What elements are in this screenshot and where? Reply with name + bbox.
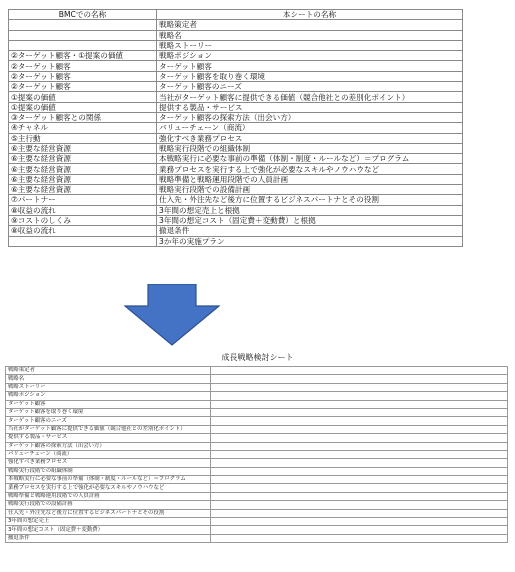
sheet-name-cell: 戦略実行段階での設備計画 [157, 185, 463, 195]
sheet-name-cell: 戦略名 [157, 30, 463, 40]
sheet-name-cell: 3年間の想定コスト（固定費＋変動費）と根拠 [157, 215, 463, 225]
sheet-table-row [6, 434, 508, 442]
sheet-item-value [211, 459, 508, 467]
sheet-table-row [6, 400, 508, 408]
bmc-name-cell [9, 30, 157, 40]
bmc-name-cell: ③ターゲット顧客との関係 [9, 112, 157, 122]
bmc-table-row [9, 205, 463, 215]
sheet-item-label: 業務プロセスを実行する上で強化が必要なスキルやノウハウなど [6, 484, 211, 492]
sheet-item-label: 仕入先・外注先など後方に位置するビジネスパートナとその役割 [6, 509, 211, 517]
bmc-name-cell [9, 40, 157, 50]
sheet-item-label: バリューチェーン（商流） [6, 450, 211, 458]
bmc-name-cell: ②ターゲット顧客 [9, 82, 157, 92]
bmc-table-row [9, 51, 463, 61]
bmc-table-row [9, 154, 463, 164]
bmc-table-row [9, 236, 463, 246]
sheet-name-cell: ターゲット顧客の探索方法（出会い方） [157, 112, 463, 122]
sheet-name-cell: 戦略実行段階での組織体制 [157, 143, 463, 153]
bmc-table-row [9, 174, 463, 184]
sheet-name-cell: 戦略準備と戦略運用段階での人員計画 [157, 174, 463, 184]
sheet-name-cell: 仕入先・外注先など後方に位置するビジネスパートナとその役割 [157, 195, 463, 205]
bmc-name-cell: ⑥主要な経営資源 [9, 174, 157, 184]
bmc-name-cell: ⑥主要な経営資源 [9, 143, 157, 153]
sheet-item-value [211, 484, 508, 492]
bmc-name-cell: ②ターゲット顧客 [9, 61, 157, 71]
sheet-item-value [211, 450, 508, 458]
sheet-name-cell: 3年間の想定売上と根拠 [157, 205, 463, 215]
sheet-item-label: 戦略ポジション [6, 392, 211, 400]
header-sheet-name: 本シートの名称 [157, 10, 463, 20]
bmc-name-cell: ⑧収益の流れ [9, 205, 157, 215]
sheet-item-label: ターゲット顧客のニーズ [6, 417, 211, 425]
bmc-name-cell: ①提案の価値 [9, 92, 157, 102]
down-arrow-icon [124, 284, 220, 346]
growth-strategy-sheet-table [5, 366, 508, 543]
sheet-item-value [211, 400, 508, 408]
sheet-item-label: ターゲット顧客 [6, 400, 211, 408]
bmc-name-cell [9, 236, 157, 246]
sheet-item-value [211, 526, 508, 534]
sheet-name-cell: 業務プロセスを実行する上で強化が必要なスキルやノウハウなど [157, 164, 463, 174]
bmc-table-row [9, 195, 463, 205]
bmc-table-row [9, 185, 463, 195]
sheet-table-row [6, 467, 508, 475]
bmc-table-row [9, 82, 463, 92]
sheet-item-label: 3年間の想定コスト（固定費＋変動費） [6, 526, 211, 534]
bmc-name-cell: ⑨コストのしくみ [9, 215, 157, 225]
sheet-item-value [211, 425, 508, 433]
sheet-table-row [6, 375, 508, 383]
sheet-name-cell: 戦略ストーリー [157, 40, 463, 50]
sheet-table-row [6, 417, 508, 425]
bmc-name-cell: ④チャネル [9, 123, 157, 133]
bmc-name-cell: ⑦パートナー [9, 195, 157, 205]
bmc-table-row [9, 30, 463, 40]
bmc-table-row [9, 123, 463, 133]
sheet-item-label: 撤退条件 [6, 534, 211, 542]
bmc-table-row [9, 133, 463, 143]
sheet-item-label: 戦略ストーリー [6, 383, 211, 391]
bmc-name-cell: ⑥主要な経営資源 [9, 154, 157, 164]
sheet-item-value [211, 392, 508, 400]
bmc-table-row [9, 226, 463, 236]
sheet-name-cell: 本戦略実行に必要な事前の準備（体制・制度・ルールなど）＝プログラム [157, 154, 463, 164]
bmc-table-row [9, 20, 463, 30]
sheet-table-row [6, 442, 508, 450]
bmc-name-cell: ⑥主要な経営資源 [9, 185, 157, 195]
sheet-name-cell: 当社がターゲット顧客に提供できる価値（競合他社との差別化ポイント） [157, 92, 463, 102]
bmc-mapping-table [8, 9, 463, 247]
sheet-name-cell: ターゲット顧客を取り巻く環境 [157, 71, 463, 81]
sheet-title: 成長戦略検討シート [221, 353, 294, 362]
sheet-name-cell: バリューチェーン（商流） [157, 123, 463, 133]
sheet-table-row [6, 459, 508, 467]
sheet-item-label: 戦略準備と戦略運用段階での人員計画 [6, 492, 211, 500]
sheet-item-value [211, 509, 508, 517]
sheet-table-row [6, 534, 508, 542]
sheet-item-label: ターゲット顧客の探索方法（出会い方） [6, 442, 211, 450]
bmc-name-cell: ②ターゲット顧客 [9, 71, 157, 81]
bmc-name-cell: ①提案の価値 [9, 102, 157, 112]
sheet-table-row [6, 392, 508, 400]
bmc-table-row [9, 112, 463, 122]
bmc-name-cell: ⑤主行動 [9, 133, 157, 143]
bmc-name-cell: ②ターゲット顧客・①提案の価値 [9, 51, 157, 61]
sheet-name-cell: ターゲット顧客 [157, 61, 463, 71]
sheet-item-label: 本戦略実行に必要な事前の準備（体制・制度・ルールなど）＝プログラム [6, 476, 211, 484]
sheet-table-row [6, 501, 508, 509]
sheet-item-value [211, 408, 508, 416]
bmc-header-row [9, 10, 463, 20]
sheet-name-cell: ターゲット顧客のニーズ [157, 82, 463, 92]
sheet-name-cell: 戦略ポジション [157, 51, 463, 61]
sheet-item-label: 戦略実行段階での組織体制 [6, 467, 211, 475]
bmc-table-row [9, 71, 463, 81]
sheet-item-value [211, 375, 508, 383]
sheet-table-row [6, 476, 508, 484]
sheet-table-row [6, 484, 508, 492]
sheet-item-label: 戦略実行段階での設備計画 [6, 501, 211, 509]
sheet-table-row [6, 492, 508, 500]
sheet-name-cell: 強化すべき業務プロセス [157, 133, 463, 143]
sheet-table-row [6, 425, 508, 433]
sheet-name-cell: 戦略策定者 [157, 20, 463, 30]
sheet-item-label: 戦略策定者 [6, 367, 211, 375]
sheet-table-row [6, 526, 508, 534]
sheet-table-row [6, 450, 508, 458]
sheet-table-row [6, 383, 508, 391]
sheet-name-cell: 3か年の実施プラン [157, 236, 463, 246]
sheet-table-row [6, 518, 508, 526]
bmc-table-row [9, 40, 463, 50]
sheet-item-value [211, 467, 508, 475]
sheet-item-value [211, 476, 508, 484]
header-bmc-name: BMCでの名称 [9, 10, 157, 20]
sheet-item-value [211, 367, 508, 375]
sheet-item-label: ターゲット顧客を取り巻く環境 [6, 408, 211, 416]
sheet-name-cell: 撤退条件 [157, 226, 463, 236]
sheet-item-value [211, 534, 508, 542]
sheet-item-label: 戦略名 [6, 375, 211, 383]
sheet-name-cell: 提供する製品・サービス [157, 102, 463, 112]
sheet-item-value [211, 383, 508, 391]
sheet-item-value [211, 442, 508, 450]
sheet-item-label: 提供する製品・サービス [6, 434, 211, 442]
bmc-table-row [9, 164, 463, 174]
sheet-table-row [6, 367, 508, 375]
sheet-item-value [211, 417, 508, 425]
sheet-table-row [6, 408, 508, 416]
bmc-table-row [9, 92, 463, 102]
sheet-table-row [6, 509, 508, 517]
sheet-item-value [211, 501, 508, 509]
sheet-item-value [211, 492, 508, 500]
bmc-table-row [9, 215, 463, 225]
bmc-table-row [9, 61, 463, 71]
sheet-item-label: 当社がターゲット顧客に提供できる価値（競合他社との差別化ポイント） [6, 425, 211, 433]
bmc-name-cell: ⑥主要な経営資源 [9, 164, 157, 174]
sheet-item-label: 強化すべき業務プロセス [6, 459, 211, 467]
bmc-table-row [9, 102, 463, 112]
sheet-item-value [211, 434, 508, 442]
bmc-name-cell [9, 20, 157, 30]
bmc-name-cell: ⑧収益の流れ [9, 226, 157, 236]
sheet-item-label: 3年間の想定売上 [6, 518, 211, 526]
sheet-item-value [211, 518, 508, 526]
bmc-table-row [9, 143, 463, 153]
